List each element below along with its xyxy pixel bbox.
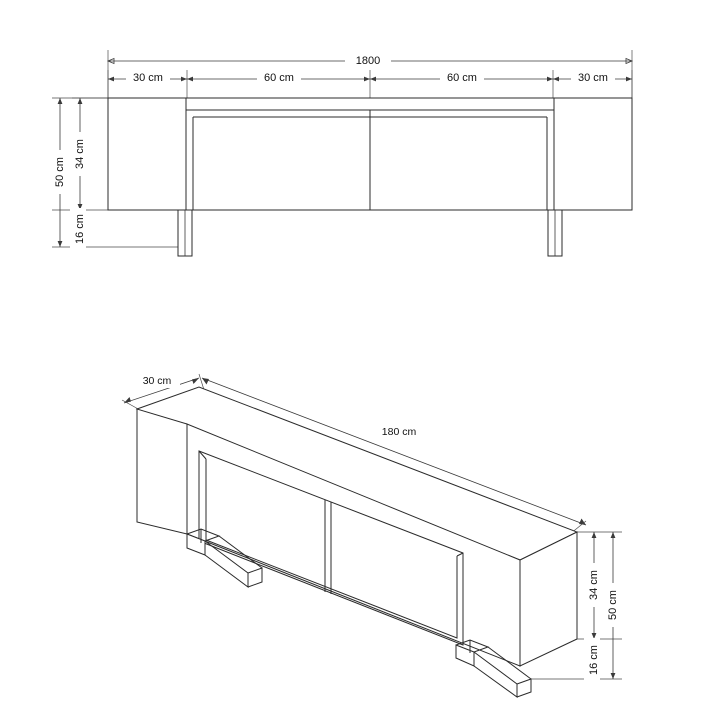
front-body-height-label: 34 cm bbox=[73, 139, 86, 169]
perspective-depth-label: 30 cm bbox=[142, 374, 172, 387]
front-cabinet-body bbox=[108, 98, 632, 210]
front-segment-label-2: 60 cm bbox=[264, 71, 294, 84]
front-elevation-group bbox=[50, 50, 632, 256]
perspective-body-height-label: 34 cm bbox=[587, 570, 600, 600]
front-segment-label-1: 30 cm bbox=[133, 71, 163, 84]
perspective-cabinet-body bbox=[137, 387, 577, 666]
front-segment-label-3: 60 cm bbox=[447, 71, 477, 84]
perspective-width-label: 180 cm bbox=[381, 425, 417, 438]
front-leg-height-label: 16 cm bbox=[73, 214, 86, 244]
front-total-height-label: 50 cm bbox=[53, 157, 66, 187]
perspective-leg-height-label: 16 cm bbox=[587, 645, 600, 675]
front-total-width-label: 1800 bbox=[355, 54, 381, 67]
front-segment-label-4: 30 cm bbox=[578, 71, 608, 84]
perspective-total-height-label: 50 cm bbox=[606, 590, 619, 620]
front-legs bbox=[178, 210, 562, 256]
perspective-view-group bbox=[122, 373, 622, 697]
